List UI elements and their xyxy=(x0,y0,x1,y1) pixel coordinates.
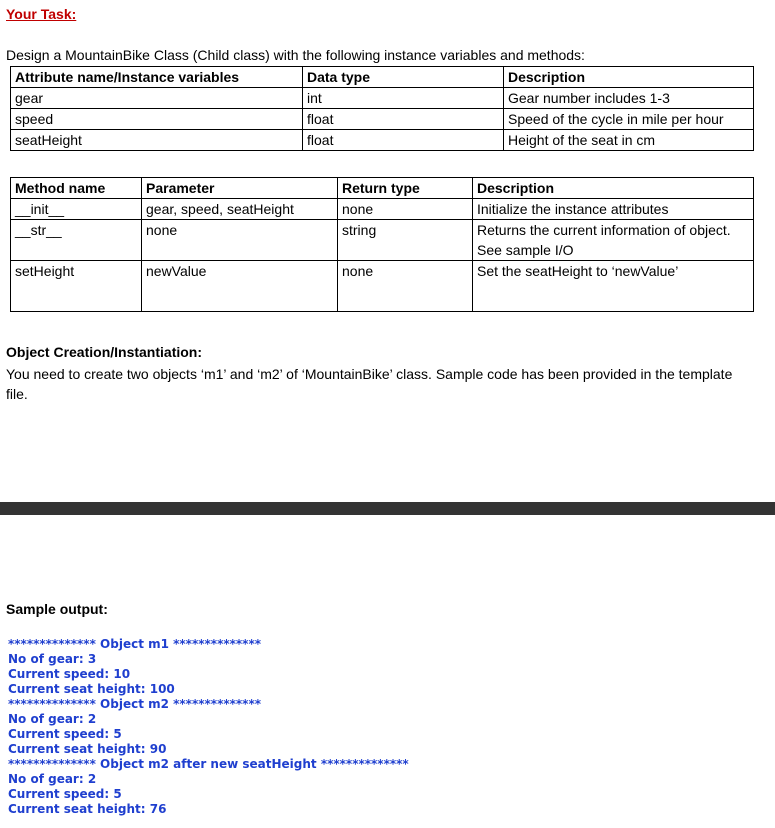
header-description: Description xyxy=(504,67,754,88)
attribute-description: Speed of the cycle in mile per hour xyxy=(504,109,754,130)
attribute-description: Height of the seat in cm xyxy=(504,130,754,151)
method-parameter: newValue xyxy=(142,261,338,312)
header-description: Description xyxy=(473,178,754,199)
object-creation-text: You need to create two objects ‘m1’ and ‘m2’ of ‘MountainBike’ class. Sample code has been provided in the template file. xyxy=(6,366,733,402)
table-header-row xyxy=(11,67,754,88)
attribute-type: int xyxy=(303,88,504,109)
output-line: ************** Object m2 ************** xyxy=(8,697,261,711)
methods-table xyxy=(10,177,754,312)
object-creation-heading: Object Creation/Instantiation: xyxy=(6,344,203,360)
method-return-type: none xyxy=(338,261,473,312)
output-line: Current speed: 5 xyxy=(8,727,122,741)
attribute-type: float xyxy=(303,130,504,151)
method-description: Initialize the instance attributes xyxy=(473,199,754,220)
output-line: Current speed: 10 xyxy=(8,667,131,681)
header-data-type: Data type xyxy=(303,67,504,88)
header-attribute-name: Attribute name/Instance variables xyxy=(11,67,303,88)
table-header-row xyxy=(11,178,754,199)
table-row xyxy=(11,261,754,312)
header-return-type: Return type xyxy=(338,178,473,199)
output-line: No of gear: 2 xyxy=(8,712,97,726)
attributes-table xyxy=(10,66,754,151)
header-method-name: Method name xyxy=(11,178,142,199)
divider-bar xyxy=(0,502,775,515)
method-description: Set the seatHeight to ‘newValue’ xyxy=(473,261,754,312)
table-row xyxy=(11,130,754,151)
table-row xyxy=(11,199,754,220)
attribute-name: seatHeight xyxy=(11,130,303,151)
method-return-type: string xyxy=(338,220,473,261)
method-name: setHeight xyxy=(11,261,142,312)
output-line: Current seat height: 90 xyxy=(8,742,167,756)
attribute-type: float xyxy=(303,109,504,130)
output-line: ************** Object m1 ************** xyxy=(8,637,261,651)
output-line: No of gear: 2 xyxy=(8,772,97,786)
sample-output-block xyxy=(8,637,409,817)
method-name: __init__ xyxy=(11,199,142,220)
sample-output-heading: Sample output: xyxy=(6,601,108,617)
design-description: Design a MountainBike Class (Child class) with the following instance variables and methods: xyxy=(6,47,585,63)
output-line: Current seat height: 76 xyxy=(8,802,167,816)
output-line: No of gear: 3 xyxy=(8,652,97,666)
output-line: Current speed: 5 xyxy=(8,787,122,801)
attribute-name: speed xyxy=(11,109,303,130)
method-parameter: none xyxy=(142,220,338,261)
output-line: ************** Object m2 after new seatHeight ************** xyxy=(8,757,409,771)
header-parameter: Parameter xyxy=(142,178,338,199)
method-parameter: gear, speed, seatHeight xyxy=(142,199,338,220)
output-line: Current seat height: 100 xyxy=(8,682,175,696)
attribute-name: gear xyxy=(11,88,303,109)
method-return-type: none xyxy=(338,199,473,220)
method-name: __str__ xyxy=(11,220,142,261)
method-description: Returns the current information of object. See sample I/O xyxy=(473,220,754,261)
table-row xyxy=(11,88,754,109)
task-heading: Your Task: xyxy=(6,6,77,22)
table-row xyxy=(11,220,754,261)
table-row xyxy=(11,109,754,130)
attribute-description: Gear number includes 1-3 xyxy=(504,88,754,109)
